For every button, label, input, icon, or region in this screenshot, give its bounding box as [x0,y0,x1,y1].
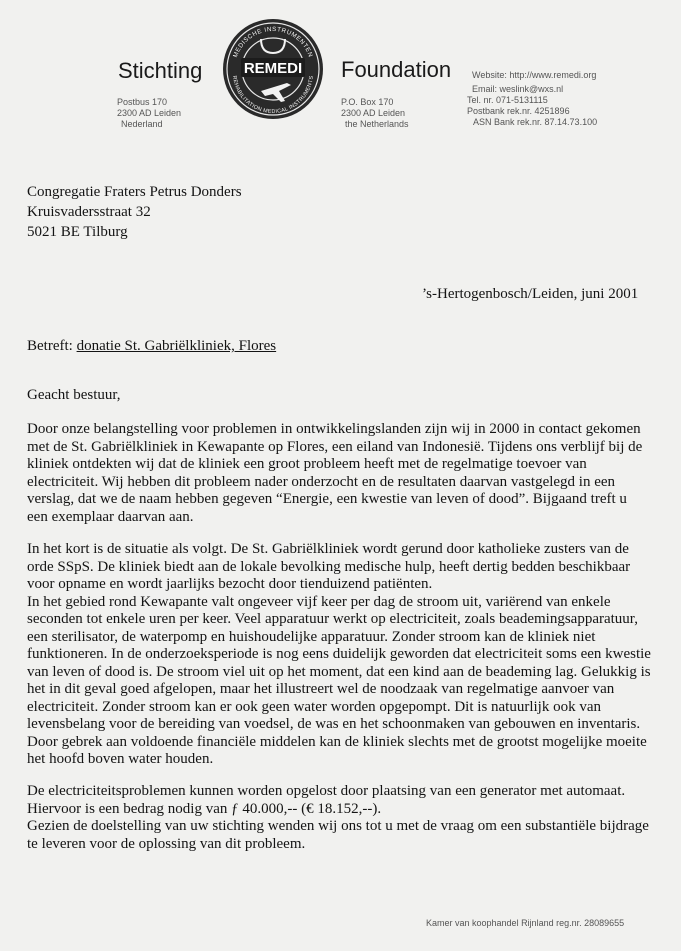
address-line: P.O. Box 170 [341,97,394,107]
body-line: In het kort is de situatie als volgt. De St. Gabriëlkliniek wordt gerund door katholieke zusters van de [27,541,629,557]
body-line: verslag, dat we de naam hebben gegeven “Energie, een kwestie van leven of dood”. Bijgaand treft u [27,491,627,507]
svg-text:MEDISCHE INSTRUMENTEN: MEDISCHE INSTRUMENTEN [231,25,315,59]
contact-details [467,70,597,128]
body-line: kliniek ontdekten wij dat de kliniek een groot probleem heeft met de regelmatige toevoer van [27,456,587,472]
remedi-logo [221,17,325,121]
address-line: 2300 AD Leiden [117,108,182,118]
body-line: De electriciteitsproblemen kunnen worden opgelost door plaatsing van een generator met automaat. [27,783,626,799]
address-line: 2300 AD Leiden [341,108,406,118]
recipient-line: Kruisvadersstraat 32 [27,204,151,220]
address-line: Postbus 170 [117,97,168,107]
body-line: seconden tot enkele uren per keer. Veel apparatuur werkt op electriciteit, zoals beademingsapparatuur, [27,611,638,627]
recipient-line: 5021 BE Tilburg [27,224,128,240]
address-english [341,97,409,130]
body-line: levensbelang voor de bereiding van voedsel, de was en het schoonmaken van gebouwen en inventaris. [27,716,641,732]
body-line: het in dit geval goed afgelopen, maar het illustreert wel de noodzaak van regelmatige aanvoer van [27,681,615,697]
body-line: funktioneren. In de onderzoeksperiode is nog eens duidelijk geworden dat electriciteit soms een kwestie [27,646,651,662]
contact-website: Website: http://www.remedi.org [472,70,597,80]
body-line: van leven of dood is. De stroom viel uit op het moment, dat een kind aan de beademing lag. Gelukkig is [27,663,651,680]
body-line: orde SSpS. De kliniek biedt aan de lokale bevolking medische hulp, heeft dertig bedden beschikbaar [27,558,631,575]
address-line: the Netherlands [345,119,409,129]
body-line: met de St. Gabriëlkliniek in Kewapante op Flores, een eiland van Indonesië. Tijdens ons verblijf bij de [27,438,643,455]
recipient-address [27,182,242,242]
date-line: ’s-Hertogenbosch/Leiden, juni 2001 [422,286,639,302]
recipient-line: Congregatie Fraters Petrus Donders [27,184,242,200]
subject-text: donatie St. Gabriëlkliniek, Flores [76,338,277,354]
brand-name-left: Stichting [118,58,203,83]
body-line: In het gebied rond Kewapante valt ongeveer vijf keer per dag de stroom uit, variërend van enkele [27,593,611,610]
paragraph-request [27,783,649,853]
svg-text:REHABILITATION MEDICAL INSTRUM: REHABILITATION MEDICAL INSTRUMENTS [231,75,315,116]
body-line: Hiervoor is een bedrag nodig van ƒ 40.000,-- (€ 18.152,--). [27,800,382,817]
contact-phone: Tel. nr. 071-5131115 [467,95,548,105]
paragraph-introduction [27,421,642,526]
address-line: Nederland [121,119,163,129]
contact-asn-bank: ASN Bank rek.nr. 87.14.73.100 [473,117,598,127]
body-line: voor opname en wordt jaarlijks bezocht door tienduizend patiënten. [27,576,433,592]
body-line: Door onze belangstelling voor problemen in ontwikkelingslanden zijn wij in 2000 in contact gekomen [27,421,641,437]
subject-label: Betreft: [27,338,77,354]
salutation: Geacht bestuur, [27,387,121,403]
body-line: te leveren voor de oplossing van dit probleem. [27,835,306,852]
svg-text:REMEDI: REMEDI [243,60,303,77]
body-line: Gezien de doelstelling van uw stichting wenden wij ons tot u met de vraag om een substantiële bijdrage [27,818,649,834]
body-line: electriciteit. Wij hebben dit probleem nader onderzocht en de resultaten daarvan vastgelegd in een [27,473,616,490]
subject-line [27,338,276,355]
body-line: het hoofd boven water houden. [27,751,214,767]
paragraph-situation [27,541,651,769]
contact-postbank: Postbank rek.nr. 4251896 [467,106,570,116]
body-line: een sterilisator, de waterpomp en huishoudelijke apparatuur. Zonder stroom kan de kliniek niet [27,628,596,645]
address-dutch [117,97,181,130]
chamber-of-commerce-footer: Kamer van koophandel Rijnland reg.nr. 28089655 [426,918,625,928]
brand-name-right: Foundation [341,57,452,82]
body-line: electriciteit. Zonder stroom kan er ook geen water worden opgepompt. Dit is natuurlijk ook van [27,698,602,715]
body-line: een exemplaar daarvan aan. [27,508,194,525]
contact-email: Email: weslink@wxs.nl [472,84,564,94]
body-line: Door gebrek aan voldoende financiële middelen kan de kliniek slechts met de grootst mogelijke moeite [27,733,647,750]
